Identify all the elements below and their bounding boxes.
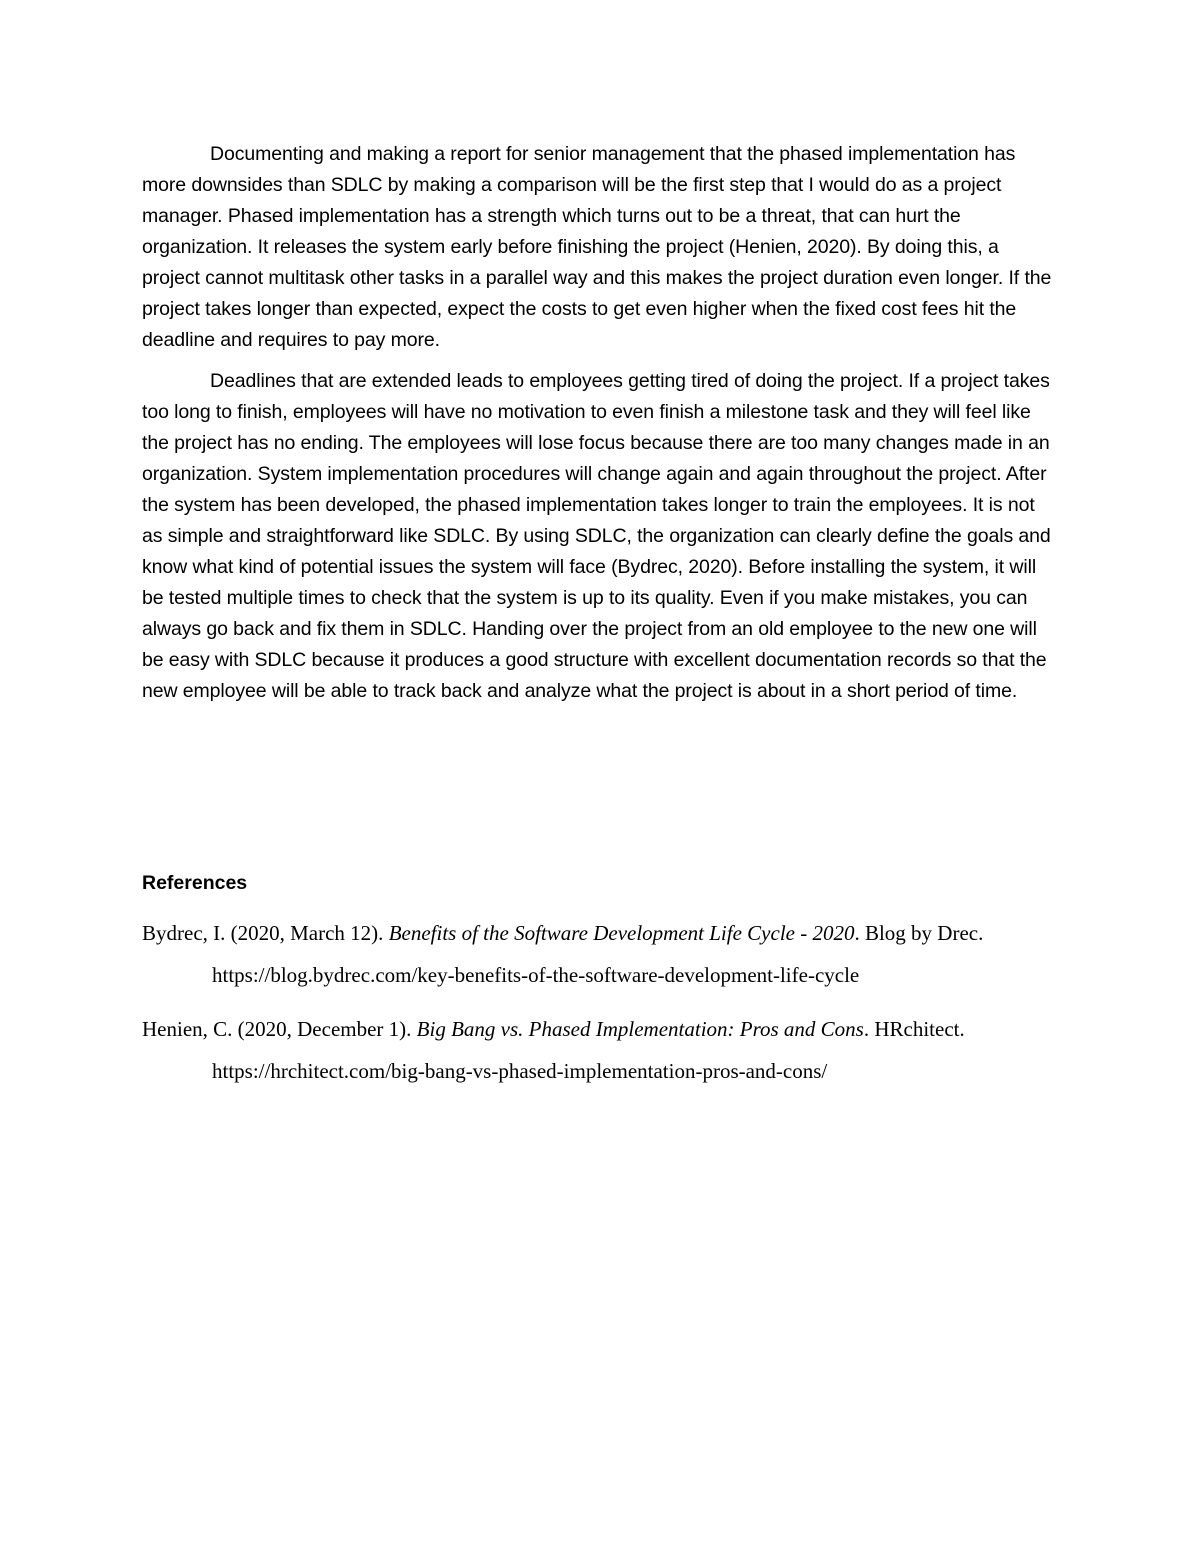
reference-author: Henien, C. (2020, December 1). [142,1017,417,1041]
reference-author: Bydrec, I. (2020, March 12). [142,921,389,945]
reference-title: Benefits of the Software Development Life Cycle - 2020 [388,921,855,945]
paragraph-1: Documenting and making a report for senior management that the phased implementation has more downsides than SDLC by making a comparison will be the first step that I would do as a project manager. Phased implementation has a strength which turns out to be a threat, that can hurt the organization. It releases the system early before finishing the project (Henien, 2020). By doing this, a project cannot multitask other tasks in a parallel way and this makes the project duration even longer. If the project takes longer than expected, expect the costs to get even higher when the fixed cost fees hit the deadline and requires to pay more. [142,143,1052,351]
references-heading: References [142,872,248,894]
references-list [142,912,1062,1104]
paragraph-2: Deadlines that are extended leads to employees getting tired of doing the project. If a project takes too long to finish, employees will have no motivation to even finish a milestone task and they will feel like the project has no ending. The employees will lose focus because there are too many changes made in an organization. System implementation procedures will change again and again throughout the project. After the system has been developed, the phased implementation takes longer to train the employees. It is not as simple and straightforward like SDLC. By using SDLC, the organization can clearly define the goals and know what kind of potential issues the system will face (Bydrec, 2020). Before installing the system, it will be tested multiple times to check that the system is up to its quality. Even if you make mistakes, you can always go back and fix them in SDLC. Handing over the project from an old employee to the new one will be easy with SDLC because it produces a good structure with excellent documentation records so that the new employee will be able to track back and analyze what the project is about in a short period of time. [142,370,1051,702]
reference-title: Big Bang vs. Phased Implementation: Pros and Cons [416,1017,864,1041]
reference-entry [142,1008,1062,1092]
reference-source: . Blog by Drec. https://blog.bydrec.com/key-benefits-of-the-software-development-life-cycle [212,921,984,987]
reference-source: . HRchitect. https://hrchitect.com/big-bang-vs-phased-implementation-pros-and-cons/ [212,1017,965,1083]
reference-entry [142,912,1062,996]
document-body [142,139,1058,717]
